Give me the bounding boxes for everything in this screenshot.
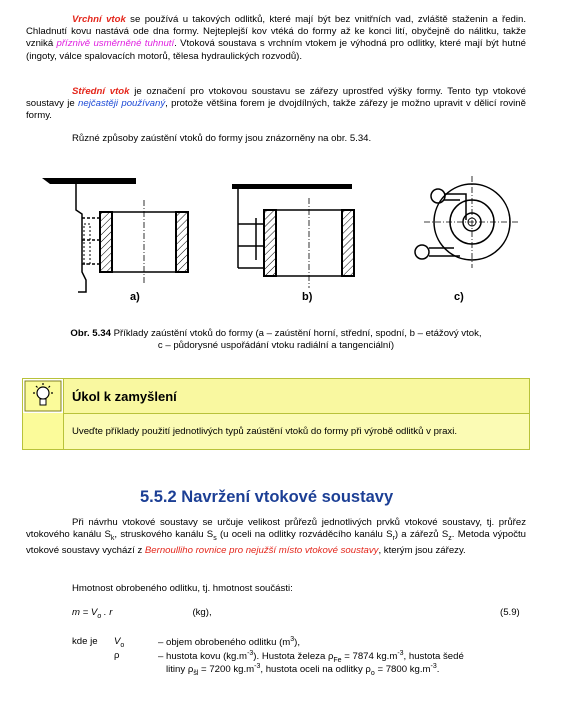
lightbulb-icon bbox=[23, 379, 63, 413]
task-box bbox=[22, 378, 530, 450]
paragraph-middle-gate: Střední vtok je označení pro vtokovou soustavu se zářezy uprostřed výšky formy. Tento typ vtokové soustavy je nejčastěji používaný, protože většina forem je dvojdílných, takže zářezy je možno upravit v dělicí rovině formy. bbox=[26, 86, 526, 122]
figure-caption: Obr. 5.34 Příklady zaústění vtoků do formy (a – zaústění horní, střední, spodní, b – etážový vtok, c – půdorysné uspořádání vtoku radiální a tangenciální) bbox=[70, 328, 482, 351]
symbol-vo: $V_o$ bbox=[114, 636, 125, 649]
where-label: kde je bbox=[72, 636, 98, 647]
formula-mass: $m = V_o$ . r (kg), bbox=[72, 607, 212, 620]
desc-rho-line2: litiny $\rho_{šl} = 7200$ $kg.m^{-3}$, hustota oceli na odlitky $\rho_o = 7800$ $kg.m^{-3}$. bbox=[166, 663, 440, 678]
paragraph-top-gate: Vrchní vtok se používá u takových odlitků, které mají být bez vnitřních vad, zvláště staženin a ředin. Chladnutí kovu nastává ode dna formy. Nejteplejší kov vtéká do formy až ke konci lití, obyčejně do nálitku, takže vzniká příznivě usměrněné tuhnutí. Vtoková soustava s vrchním vtokem je výhodná pro odlitky, které mají být hutné (ingoty, válce spalovacích motorů, tělesa hydraulických rozvodů). bbox=[26, 14, 526, 62]
desc-vo: – objem obrobeného odlitku $(m^3)$, bbox=[158, 636, 301, 649]
task-text: Uveďte příklady použití jednotlivých typů zaústění vtoků do formy při výrobě odlitků v praxi. bbox=[64, 414, 530, 450]
label-a: a) bbox=[130, 291, 140, 303]
section-heading: 5.5.2 Navržení vtokové soustavy bbox=[140, 488, 394, 506]
desc-rho: – hustota kovu $(kg.m^{-3})$. Hustota železa $\rho_{Fe} = 7874$ $kg.m^{-3}$, hustota šedé bbox=[158, 650, 464, 665]
task-title: Úkol k zamyšlení bbox=[64, 379, 530, 414]
paragraph-mass: Hmotnost obrobeného odlitku, tj. hmotnost součásti: bbox=[72, 583, 293, 594]
paragraph-design: Při návrhu vtokové soustavy se určuje velikost průřezů jednotlivých prvků vtokové soustavy, tj. průřez vtokového kanálu $S_k$, struskového kanálu $S_s$ (u oceli na odlitky rozváděcího kanálu $S_r$) a zářezů $S_z$. Metoda výpočtu vtokové soustavy vychází z Bernoulliho rovnice pro nejužší místo vtokové soustavy, kterým jsou zářezy. bbox=[26, 517, 526, 557]
drawing-b bbox=[232, 184, 354, 288]
figure-gating-drawings bbox=[20, 160, 548, 310]
paragraph-figure-ref: Různé způsoby zaústění vtoků do formy jsou znázorněny na obr. 5.34. bbox=[72, 133, 372, 144]
drawing-c bbox=[415, 176, 520, 268]
label-b: b) bbox=[302, 291, 313, 303]
symbol-rho: ρ bbox=[114, 650, 120, 661]
formula-number: (5.9) bbox=[500, 607, 520, 618]
drawing-a bbox=[42, 178, 188, 292]
label-c: c) bbox=[454, 291, 464, 303]
